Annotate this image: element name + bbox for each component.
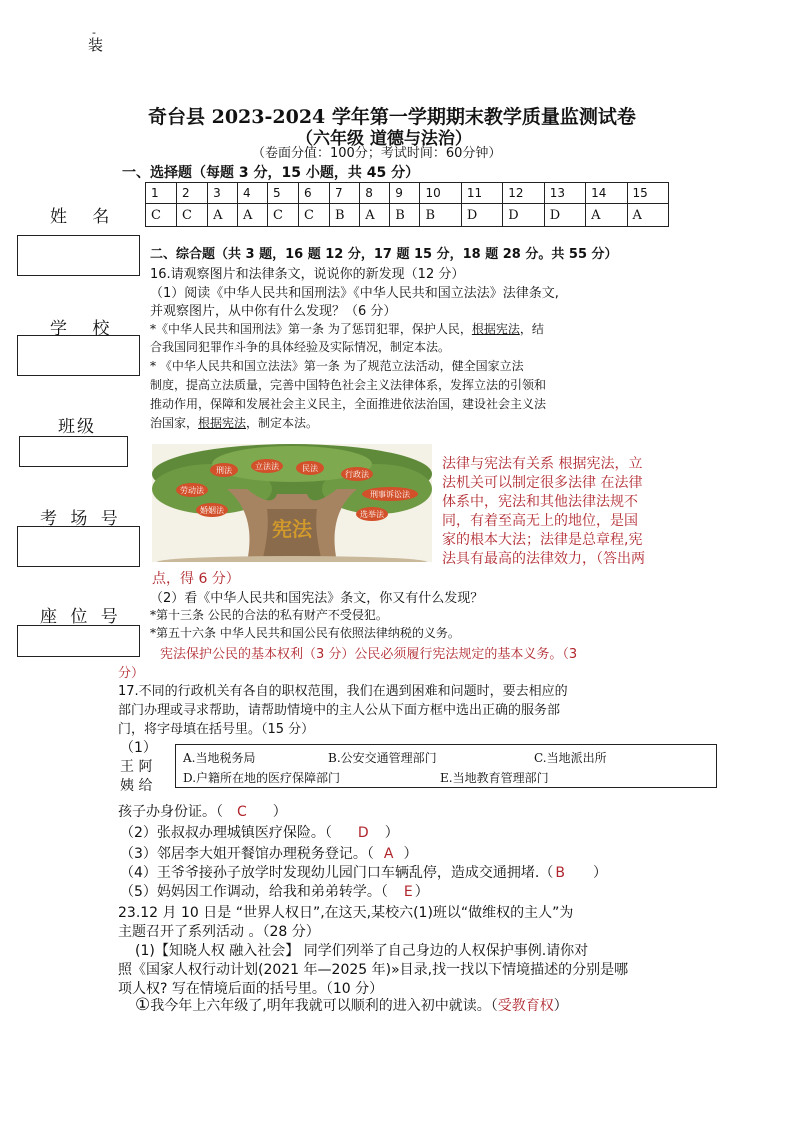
tree-branch-label: 刑事诉讼法 bbox=[370, 490, 410, 499]
q17-3-answer: A bbox=[383, 846, 394, 862]
option-c: C.当地派出所 bbox=[534, 751, 607, 765]
item-number: ① bbox=[135, 995, 151, 1015]
tree-center-label: 宪法 bbox=[272, 517, 312, 541]
dash-mark: - bbox=[92, 26, 96, 39]
q-number: 13 bbox=[544, 183, 585, 204]
answer-cell: A bbox=[627, 204, 669, 227]
answer-cell: D bbox=[461, 204, 502, 227]
exam-subtitle: （六年级 道德与法治） bbox=[296, 129, 472, 149]
answer-line: 法律与宪法有关系 根据宪法，立 bbox=[442, 456, 643, 472]
label-exam-room: 考 场 号 bbox=[40, 509, 122, 529]
q17-stem-b: 部门办理或寻求帮助，请帮助情境中的主人公从下面方框中选出正确的服务部 bbox=[118, 703, 561, 718]
q-number: 10 bbox=[420, 183, 461, 204]
law1-underline: 根据宪法 bbox=[471, 322, 520, 336]
option-e: E.当地教育管理部门 bbox=[440, 771, 549, 785]
item1-answer: 受教育权 bbox=[497, 998, 554, 1014]
q17-5-answer: E bbox=[403, 884, 413, 900]
q16-1-stem-a: （1）阅读《中华人民共和国刑法》《中华人民共和国立法法》法律条文, bbox=[150, 286, 559, 301]
answer-line: 同，有着至高无上的地位，是国 bbox=[442, 513, 638, 529]
law2-line1: * 《中华人民共和国立法法》第一条 为了规范立法活动，健全国家立法 bbox=[150, 359, 524, 373]
answer-cell: C bbox=[177, 204, 208, 227]
exam-title: 奇台县 2023-2024 学年第一学期期末教学质量监测试卷 bbox=[148, 106, 636, 128]
law2-underline: 根据宪法 bbox=[198, 416, 247, 430]
exam-info: （卷面分值：100分；考试时间：60分钟） bbox=[252, 146, 502, 161]
q-number: 1 bbox=[146, 183, 177, 204]
q-number: 3 bbox=[208, 183, 238, 204]
tree-branch-label: 行政法 bbox=[345, 470, 369, 479]
tree-branch-label: 刑法 bbox=[216, 466, 232, 475]
label-class: 班级 bbox=[58, 417, 96, 437]
q23-1-stem-b: 照《国家人权行动计划(2021 年—2025 年)»目录,找一找以下情境描述的分别是哪 bbox=[118, 962, 629, 978]
section2-heading: 二、综合题（共 3 题，16 题 12 分，17 题 15 分，18 题 28 分。共 55 分） bbox=[150, 247, 618, 262]
q17-3-line: （3）邻居李大姐开餐馆办理税务登记。（ A ） bbox=[120, 846, 418, 862]
answer-table bbox=[145, 182, 669, 227]
q17-1-text: 姨 给 bbox=[120, 778, 153, 794]
law1-line2: 合我国同犯罪作斗争的具体经验及实际情况，制定本法。 bbox=[150, 340, 451, 354]
q-number: 5 bbox=[267, 183, 298, 204]
q17-2-answer: D bbox=[357, 825, 369, 841]
q17-1-text: 王 阿 bbox=[120, 759, 153, 775]
q23-stem-b: 主题召开了系列活动 。（28 分） bbox=[118, 924, 320, 940]
answer-16-2-a: 宪法保护公民的基本权利（3 分）公民必须履行宪法规定的基本义务。（3 bbox=[160, 647, 578, 662]
tree-branch-label: 婚姻法 bbox=[200, 506, 224, 515]
q17-5-line: （5）妈妈因工作调动，给我和弟弟转学。（ E ） bbox=[120, 884, 429, 900]
answer-letter-row bbox=[146, 204, 669, 227]
answer-16-1 bbox=[442, 455, 682, 569]
q17-4-answer: B bbox=[555, 865, 565, 881]
answer-cell: A bbox=[208, 204, 238, 227]
binding-mark: 装 bbox=[88, 36, 104, 54]
q-number: 4 bbox=[238, 183, 268, 204]
option-a: A.当地税务局 bbox=[183, 751, 256, 765]
answer-line: 体系中，宪法和其他法律法规不 bbox=[442, 494, 638, 510]
law2-line2: 制度，提高立法质量，完善中国特色社会主义法律体系，发挥立法的引领和 bbox=[150, 378, 547, 392]
answer-cell: A bbox=[238, 204, 268, 227]
q-number: 11 bbox=[461, 183, 502, 204]
q-number: 9 bbox=[390, 183, 420, 204]
q17-stem-c: 门，将字母填在括号里。（15 分） bbox=[118, 722, 315, 737]
q17-4-line: （4）王爷爷接孙子放学时发现幼儿园门口车辆乱停，造成交通拥堵.（ B ） bbox=[120, 865, 607, 881]
q23-item1: ①我今年上六年级了,明年我就可以顺利的进入初中就读。（受教育权） bbox=[135, 995, 568, 1015]
q17-1-left bbox=[120, 739, 157, 796]
q23-stem-a: 23.12 月 10 日是 “世界人权日”,在这天,某校六(1)班以“做维权的主人”为 bbox=[118, 905, 574, 921]
q17-1-answer: C bbox=[237, 804, 247, 820]
label-school: 学 校 bbox=[50, 319, 120, 339]
q-number: 12 bbox=[503, 183, 544, 204]
answer-cell: C bbox=[267, 204, 298, 227]
answer-line: 家的根本大法；法律是总章程,宪 bbox=[442, 532, 643, 548]
tree-branch-label: 立法法 bbox=[255, 462, 279, 471]
name-field[interactable] bbox=[17, 235, 140, 276]
option-d: D.户籍所在地的医疗保障部门 bbox=[183, 771, 341, 785]
q17-stem-a: 17.不同的行政机关有各自的职权范围，我们在遇到困难和问题时，要去相应的 bbox=[118, 684, 568, 699]
answer-cell: B bbox=[420, 204, 461, 227]
q17-1-number: （1） bbox=[120, 740, 157, 756]
q23-1-stem-a: (1)【知晓人权 融入社会】 同学们列举了自己身边的人权保护事例.请你对 bbox=[135, 943, 589, 959]
answer-16-2-b: 分） bbox=[118, 666, 145, 681]
q-number: 15 bbox=[627, 183, 669, 204]
label-seat: 座 位 号 bbox=[40, 607, 122, 627]
answer-cell: A bbox=[360, 204, 390, 227]
section1-heading: 一、选择题（每题 3 分，15 小题，共 45 分） bbox=[122, 165, 420, 181]
q16-stem: 16.请观察图片和法律条文，说说你的新发现（12 分） bbox=[150, 267, 465, 282]
options-box bbox=[175, 744, 717, 788]
law3: *第十三条 公民的合法的私有财产不受侵犯。 bbox=[150, 608, 388, 622]
label-name: 姓 名 bbox=[50, 207, 120, 227]
law2-line3: 推动作用，保障和发展社会主义民主，全面推进依法治国，建设社会主义法 bbox=[150, 397, 547, 411]
law4: *第五十六条 中华人民共和国公民有依照法律纳税的义务。 bbox=[150, 626, 460, 640]
q-number: 2 bbox=[177, 183, 208, 204]
answer-cell: C bbox=[146, 204, 177, 227]
answer-cell: B bbox=[330, 204, 360, 227]
constitution-tree-image bbox=[152, 444, 432, 562]
answer-cell: D bbox=[503, 204, 544, 227]
tree-branch-label: 民法 bbox=[302, 464, 318, 473]
q17-1-line: 孩子办身份证。（ C ） bbox=[118, 804, 287, 820]
exam-room-field[interactable] bbox=[17, 526, 140, 567]
q-number: 6 bbox=[298, 183, 329, 204]
answer-line: 法具有最高的法律效力，（答出两 bbox=[442, 551, 645, 567]
answer-cell: A bbox=[586, 204, 627, 227]
answer-cell: D bbox=[544, 204, 585, 227]
law2-line4: 治国家，根据宪法，制定本法。 bbox=[150, 416, 319, 430]
answer-number-row bbox=[146, 183, 669, 204]
q23-1-stem-c: 项人权? 写在情境后面的括号里。（10 分） bbox=[118, 981, 384, 997]
seat-field[interactable] bbox=[17, 625, 140, 657]
q-number: 8 bbox=[360, 183, 390, 204]
q16-2-stem: （2）看《中华人民共和国宪法》条文，你又有什么发现？ bbox=[150, 591, 484, 606]
law1-line1: *《中华人民共和国刑法》第一条 为了惩罚犯罪，保护人民，根据宪法，结 bbox=[150, 322, 544, 336]
q-number: 7 bbox=[330, 183, 360, 204]
option-b: B.公安交通管理部门 bbox=[328, 751, 437, 765]
answer-cell: B bbox=[390, 204, 420, 227]
answer-16-1-tail: 点，得 6 分） bbox=[152, 571, 240, 587]
answer-line: 法机关可以制定很多法律 在法律 bbox=[442, 475, 643, 491]
class-field[interactable] bbox=[19, 436, 128, 467]
q16-1-stem-b: 并观察图片，从中你有什么发现？（6 分） bbox=[150, 304, 397, 319]
school-field[interactable] bbox=[17, 335, 140, 376]
tree-branch-label: 选举法 bbox=[360, 510, 384, 519]
q17-2-line: （2）张叔叔办理城镇医疗保险。（ D ） bbox=[120, 825, 399, 841]
tree-branch-label: 劳动法 bbox=[180, 486, 204, 495]
answer-cell: C bbox=[298, 204, 329, 227]
q-number: 14 bbox=[586, 183, 627, 204]
